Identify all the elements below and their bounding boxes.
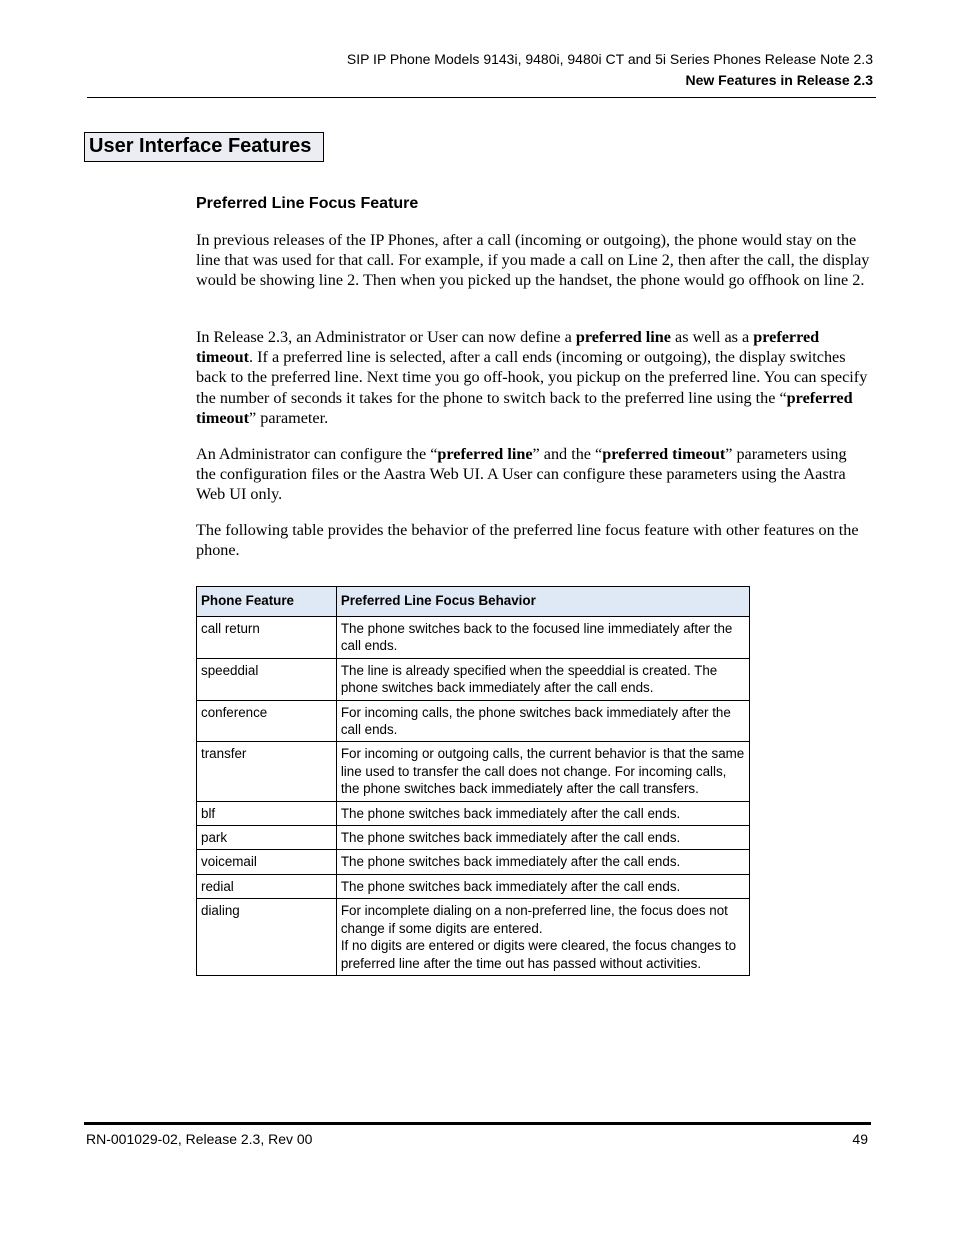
paragraph-administrator [196, 444, 870, 505]
feature-behavior-table [196, 586, 750, 976]
behavior-cell: The phone switches back immediately after the call ends. [336, 826, 749, 850]
bold-term: preferred timeout [602, 445, 726, 463]
feature-cell: redial [197, 874, 337, 898]
table-row [197, 617, 750, 659]
table-row [197, 874, 750, 898]
page-number: 49 [852, 1131, 868, 1147]
subheading: Preferred Line Focus Feature [196, 195, 419, 212]
footer-rule [84, 1122, 871, 1125]
feature-cell: call return [197, 617, 337, 659]
running-header-section: New Features in Release 2.3 [685, 72, 873, 88]
paragraph-previous-releases: In previous releases of the IP Phones, after a call (incoming or outgoing), the phone would stay on the line that was used for that call. For example, if you made a call on Line 2, then after the call, the display would be showing line 2. Then when you picked up the handset, the phone would go offhook on line 2. [196, 231, 870, 290]
feature-cell: voicemail [197, 850, 337, 874]
table-row [197, 658, 750, 700]
behavior-cell: The phone switches back immediately after the call ends. [336, 874, 749, 898]
section-heading-box [84, 132, 324, 162]
document-id: RN-001029-02, Release 2.3, Rev 00 [86, 1131, 313, 1147]
table-row [197, 700, 750, 742]
feature-cell: transfer [197, 742, 337, 801]
table-row [197, 826, 750, 850]
feature-cell: park [197, 826, 337, 850]
feature-cell: conference [197, 700, 337, 742]
behavior-cell: For incomplete dialing on a non-preferred line, the focus does not change if some digits are entered. If no digits are entered or digits were cleared, the focus changes to preferred line after the time out has passed without activities. [336, 899, 749, 976]
feature-cell: blf [197, 801, 337, 825]
table-row [197, 850, 750, 874]
table-row [197, 801, 750, 825]
column-header-behavior: Preferred Line Focus Behavior [336, 587, 749, 617]
column-header-phone-feature: Phone Feature [197, 587, 337, 617]
behavior-cell: The phone switches back to the focused line immediately after the call ends. [336, 617, 749, 659]
behavior-cell: The phone switches back immediately after the call ends. [336, 801, 749, 825]
table-row [197, 899, 750, 976]
behavior-cell: The line is already specified when the speeddial is created. The phone switches back immediately after the call ends. [336, 658, 749, 700]
text-run: In Release 2.3, an Administrator or User can now define a [196, 328, 576, 346]
bold-term: preferred line [437, 445, 533, 463]
paragraph-release-2-3 [196, 327, 870, 428]
running-header-title: SIP IP Phone Models 9143i, 9480i, 9480i CT and 5i Series Phones Release Note 2.3 [346, 51, 873, 67]
bold-term: preferred line [575, 328, 671, 346]
bold-term: preferred timeout [196, 328, 820, 367]
table-header-row [197, 587, 750, 617]
paragraph-table-intro: The following table provides the behavior of the preferred line focus feature with other features on the phone. [196, 521, 859, 560]
feature-cell: speeddial [197, 658, 337, 700]
text-run: as well as a [671, 328, 754, 346]
text-run: ” parameter. [249, 408, 329, 427]
text-run: ” and the “ [532, 445, 603, 463]
text-run: . If a preferred line is selected, after a call ends (incoming or outgoing), the display switches back to the preferred line. Next time you go off-hook, you pickup on the preferred line. You can specify the number of seconds it takes for the phone to switch back to the preferred line using the “ [196, 348, 868, 407]
behavior-cell: The phone switches back immediately after the call ends. [336, 850, 749, 874]
section-title: User Interface Features [89, 135, 312, 157]
behavior-cell: For incoming calls, the phone switches back immediately after the call ends. [336, 700, 749, 742]
table-row [197, 742, 750, 801]
header-rule [87, 97, 876, 98]
text-run: An Administrator can configure the “ [196, 445, 438, 463]
text-run: ” parameters using the configuration files or the Aastra Web UI. A User can configure these parameters using the Aastra Web UI only. [196, 445, 847, 504]
feature-cell: dialing [197, 899, 337, 976]
bold-term: preferred timeout [196, 388, 853, 427]
behavior-cell: For incoming or outgoing calls, the current behavior is that the same line used to transfer the call does not change. For incoming calls, the phone switches back immediately after the call transfers. [336, 742, 749, 801]
